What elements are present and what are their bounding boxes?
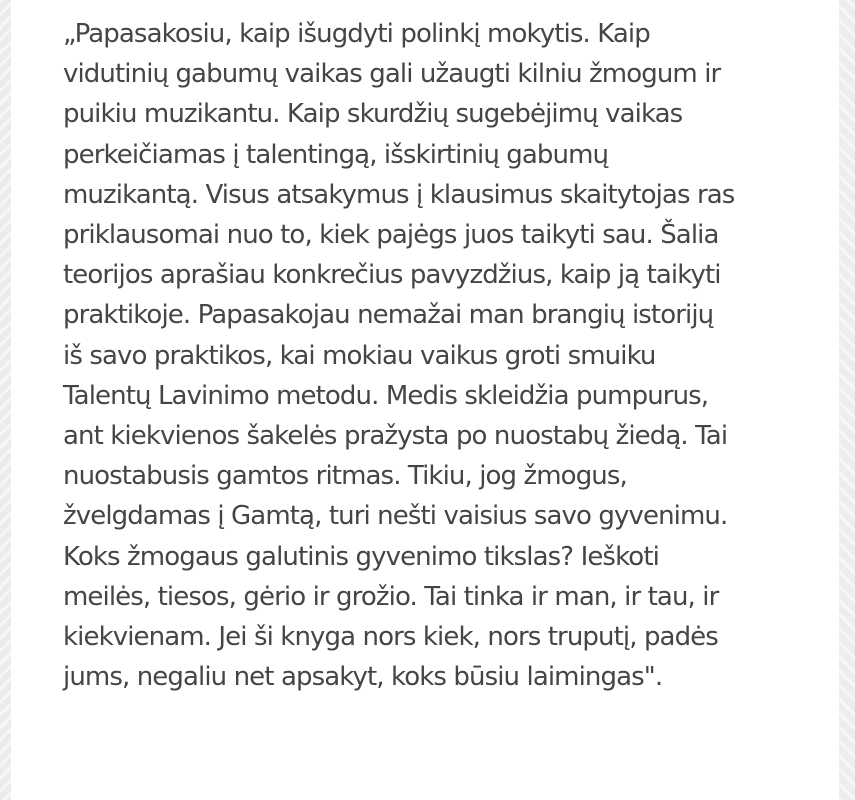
quote-line: puikiu muzikantu. Kaip skurdžių sugebėjimų vaikas bbox=[63, 99, 683, 130]
quote-line: žvelgdamas į Gamtą, turi nešti vaisius savo gyvenimu. bbox=[63, 501, 728, 532]
decorative-background-right bbox=[839, 0, 855, 800]
quote-line: jums, negaliu net apsakyt, koks būsiu laimingas". bbox=[63, 662, 663, 693]
quote-line: Talentų Lavinimo metodu. Medis skleidžia pumpurus, bbox=[63, 380, 709, 411]
quote-line: vidutinių gabumų vaikas gali užaugti kilniu žmogum ir bbox=[63, 59, 721, 90]
quote-line: teorijos aprašiau konkrečius pavyzdžius, kaip ją taikyti bbox=[63, 260, 721, 291]
quote-line: meilės, tiesos, gėrio ir grožio. Tai tinka ir man, ir tau, ir bbox=[63, 581, 719, 612]
quote-paragraph bbox=[63, 14, 833, 697]
quote-line: kiekvienam. Jei ši knyga nors kiek, nors truputį, padės bbox=[63, 622, 718, 653]
quote-line: iš savo praktikos, kai mokiau vaikus groti smuiku bbox=[63, 340, 656, 371]
quote-line: ant kiekvienos šakelės pražysta po nuostabų žiedą. Tai bbox=[63, 421, 728, 452]
quote-line: muzikantą. Visus atsakymus į klausimus skaitytojas ras bbox=[63, 179, 735, 210]
quote-line: „Papasakosiu, kaip išugdyti polinkį mokytis. Kaip bbox=[63, 19, 650, 49]
quote-line: praktikoje. Papasakojau nemažai man brangių istorijų bbox=[63, 300, 714, 331]
quote-line: priklausomai nuo to, kiek pajėgs juos taikyti sau. Šalia bbox=[63, 220, 719, 251]
quote-line: perkeičiamas į talentingą, išskirtinių gabumų bbox=[63, 139, 609, 170]
quote-line: Koks žmogaus galutinis gyvenimo tikslas? Ieškoti bbox=[63, 541, 659, 572]
quote-line: nuostabusis gamtos ritmas. Tikiu, jog žmogus, bbox=[63, 461, 627, 492]
content-card bbox=[11, 0, 839, 800]
